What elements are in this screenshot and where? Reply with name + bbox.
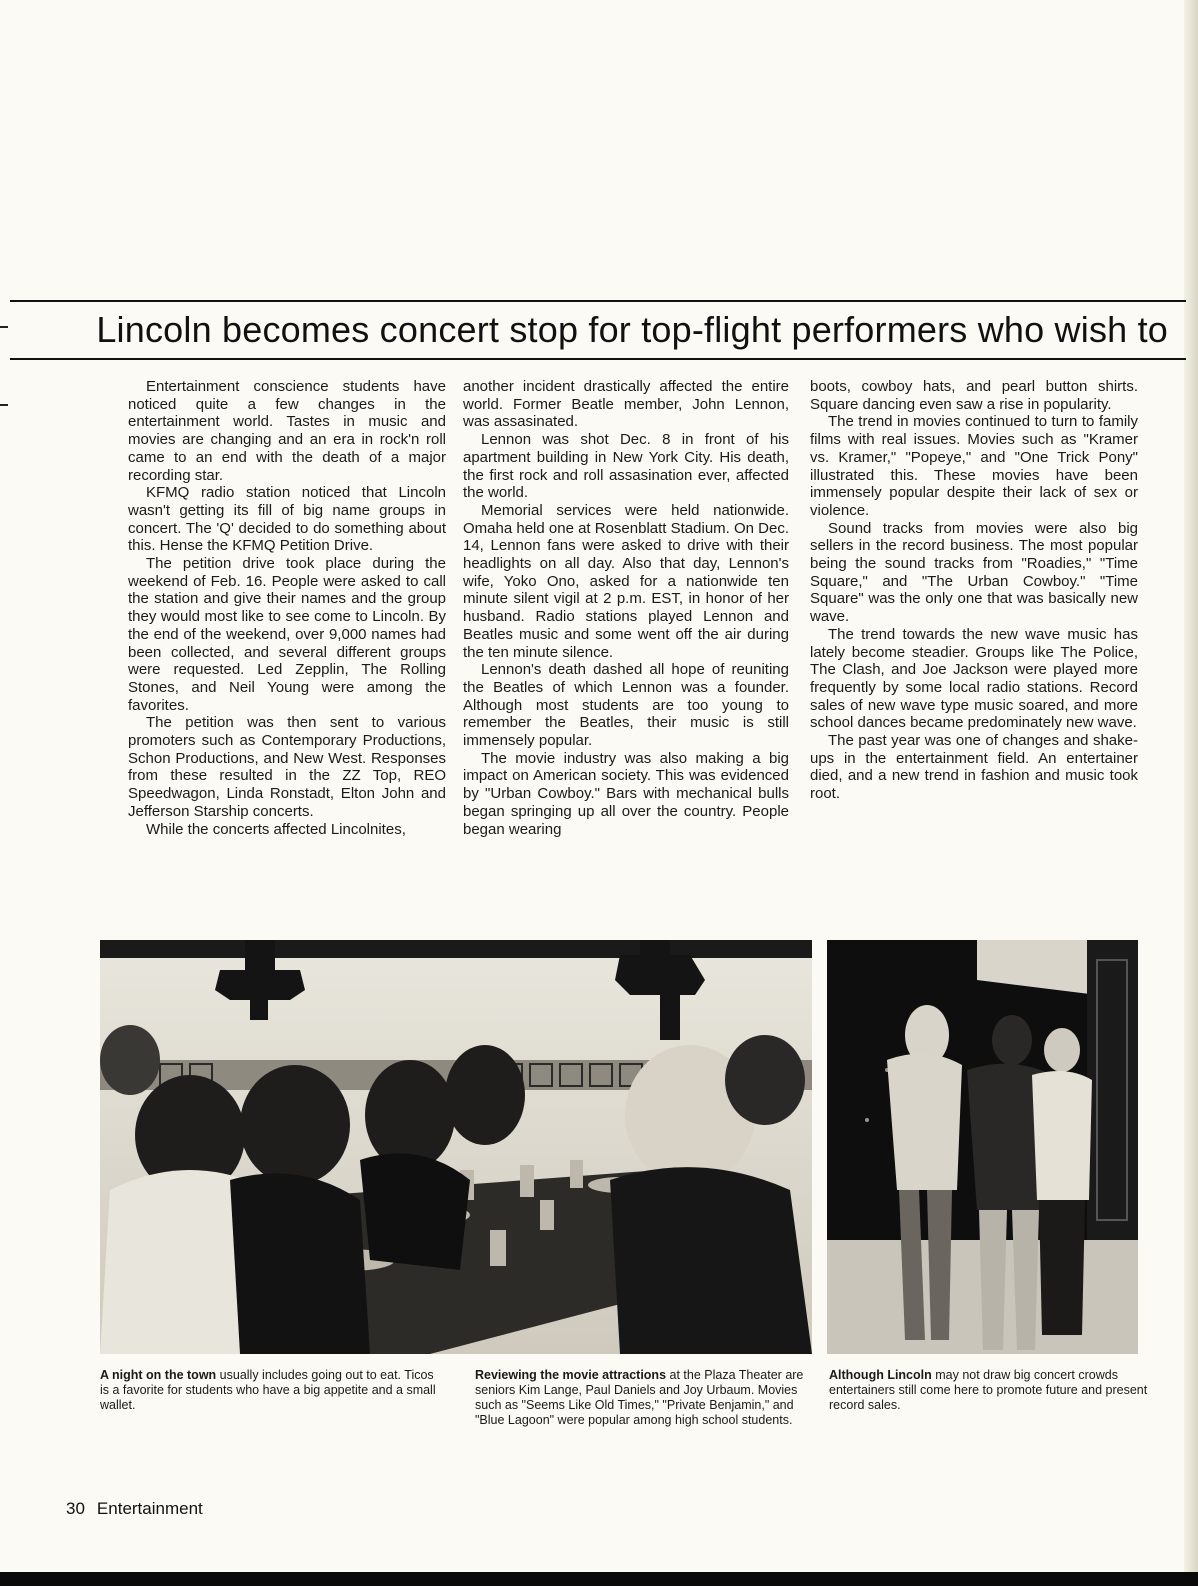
photo-caption-2 [475, 1368, 805, 1428]
article-column-3 [810, 378, 1138, 803]
paragraph: Memorial services were held nationwide. Omaha held one at Rosenblatt Stadium. On Dec. 14, Lennon fans were asked to drive with their headlights on all day. Also that day, Lennon's wife, Yoko Ono, asked for a nationwide ten minute silent vigil at 2 p.m. EST, in honor of her husband. Radio stations played Lennon and Beatles music and some went off the air during the ten minute silence. [463, 501, 790, 661]
caption-lead: Reviewing the movie attractions [475, 1368, 667, 1382]
headline-rule-bottom [10, 358, 1186, 360]
caption-text: usually includes going out to eat. Ticos is a favorite for students who have a big appetite and a small wallet. [100, 1368, 436, 1412]
paragraph: KFMQ radio station noticed that Lincoln wasn't getting its fill of big name groups in concert. The 'Q' decided to do something about this. Hense the KFMQ Petition Drive. [128, 484, 446, 555]
paragraph: The past year was one of changes and shake-ups in the entertainment field. An entertainer died, and a new trend in fashion and music took root. [810, 732, 1138, 803]
paragraph: The trend towards the new wave music has lately become steadier. Groups like The Police, The Clash, and Joe Jackson were played more frequently by some local radio stations. Record sales of new wave type music soared, and more school dances became predominately new wave. [810, 625, 1138, 732]
theater-photo-image [827, 940, 1138, 1354]
restaurant-photo [100, 940, 812, 1354]
paragraph: While the concerts affected Lincolnites, [146, 820, 406, 838]
paragraph: The movie industry was also making a big impact on American society. This was evidenced by "Urban Cowboy." Bars with mechanical bulls began springing up all over the country. People began wearing [463, 749, 789, 838]
page-folio [66, 1499, 215, 1519]
paragraph: The petition drive took place during the weekend of Feb. 16. People were asked to call the station and give their names and the group they would most like to see come to Lincoln. By the end of the weekend, over 9,000 names had been collected, and several different groups were requested. Led Zepplin, The Rolling Stones, and Neil Young were among the favorites. [128, 555, 446, 714]
photo-caption-1 [100, 1368, 440, 1413]
paragraph: The trend in movies continued to turn to family films with real issues. Movies such as "Kramer vs. Kramer," "Popeye," and "One Trick Pony" illustrated this. These movies have been immensely popular despite their lack of sex or violence. [810, 413, 1138, 519]
paragraph: The petition was then sent to various promoters such as Contemporary Productions, Schon Productions, and New West. Responses from these resulted in the ZZ Top, REO Speedwagon, Linda Ronstadt, Elton John and Jefferson Starship concerts. [128, 714, 446, 820]
paragraph: Lennon was shot Dec. 8 in front of his apartment building in New York City. His death, the first rock and roll assasination ever, affected the world. [463, 431, 789, 502]
paragraph: boots, cowboy hats, and pearl button shirts. Square dancing even saw a rise in popularity. [810, 378, 1138, 413]
restaurant-photo-image [100, 940, 812, 1354]
page-number: 30 [66, 1499, 85, 1518]
article-column-2 [463, 378, 789, 838]
scan-bottom-edge [0, 1572, 1198, 1586]
paragraph: Sound tracks from movies were also big sellers in the record business. The most popular being the sound tracks from "Roadies," "Time Square," and "The Urban Cowboy." "Time Square" was the only one that was basically new wave. [810, 519, 1138, 626]
caption-text: may not draw big concert crowds entertainers still come here to promote future and present record sales. [829, 1368, 1148, 1412]
caption-lead: A night on the town [100, 1368, 217, 1382]
paragraph: another incident drastically affected the entire world. Former Beatle member, John Lennon, was assasinated. [463, 378, 789, 431]
paragraph: Entertainment conscience students have noticed quite a few changes in the entertainment world. Tastes in music and movies are changing and an era in rock'n roll came to an end with the death of a major recording star. [128, 378, 446, 484]
page-edge-shadow [1184, 0, 1198, 1586]
caption-text: at the Plaza Theater are seniors Kim Lange, Paul Daniels and Joy Urbaum. Movies such as "Seems Like Old Times," "Private Benjamin," and "Blue Lagoon" were popular among high school students. [475, 1368, 804, 1427]
margin-tick [0, 326, 8, 328]
theater-photo [827, 940, 1138, 1354]
paragraph: Lennon's death dashed all hope of reuniting the Beatles of which Lennon was a founder. Although most students are too young to remember the Beatles, their music is still immensely popular. [463, 661, 789, 750]
caption-lead: Although Lincoln [829, 1368, 932, 1382]
article-column-1 [128, 378, 446, 838]
photo-caption-3 [829, 1368, 1159, 1413]
headline-rule-top [10, 300, 1186, 302]
headline: Lincoln becomes concert stop for top-flight performers who wish to [96, 309, 1168, 350]
margin-tick [0, 404, 8, 406]
section-name: Entertainment [96, 1499, 203, 1518]
